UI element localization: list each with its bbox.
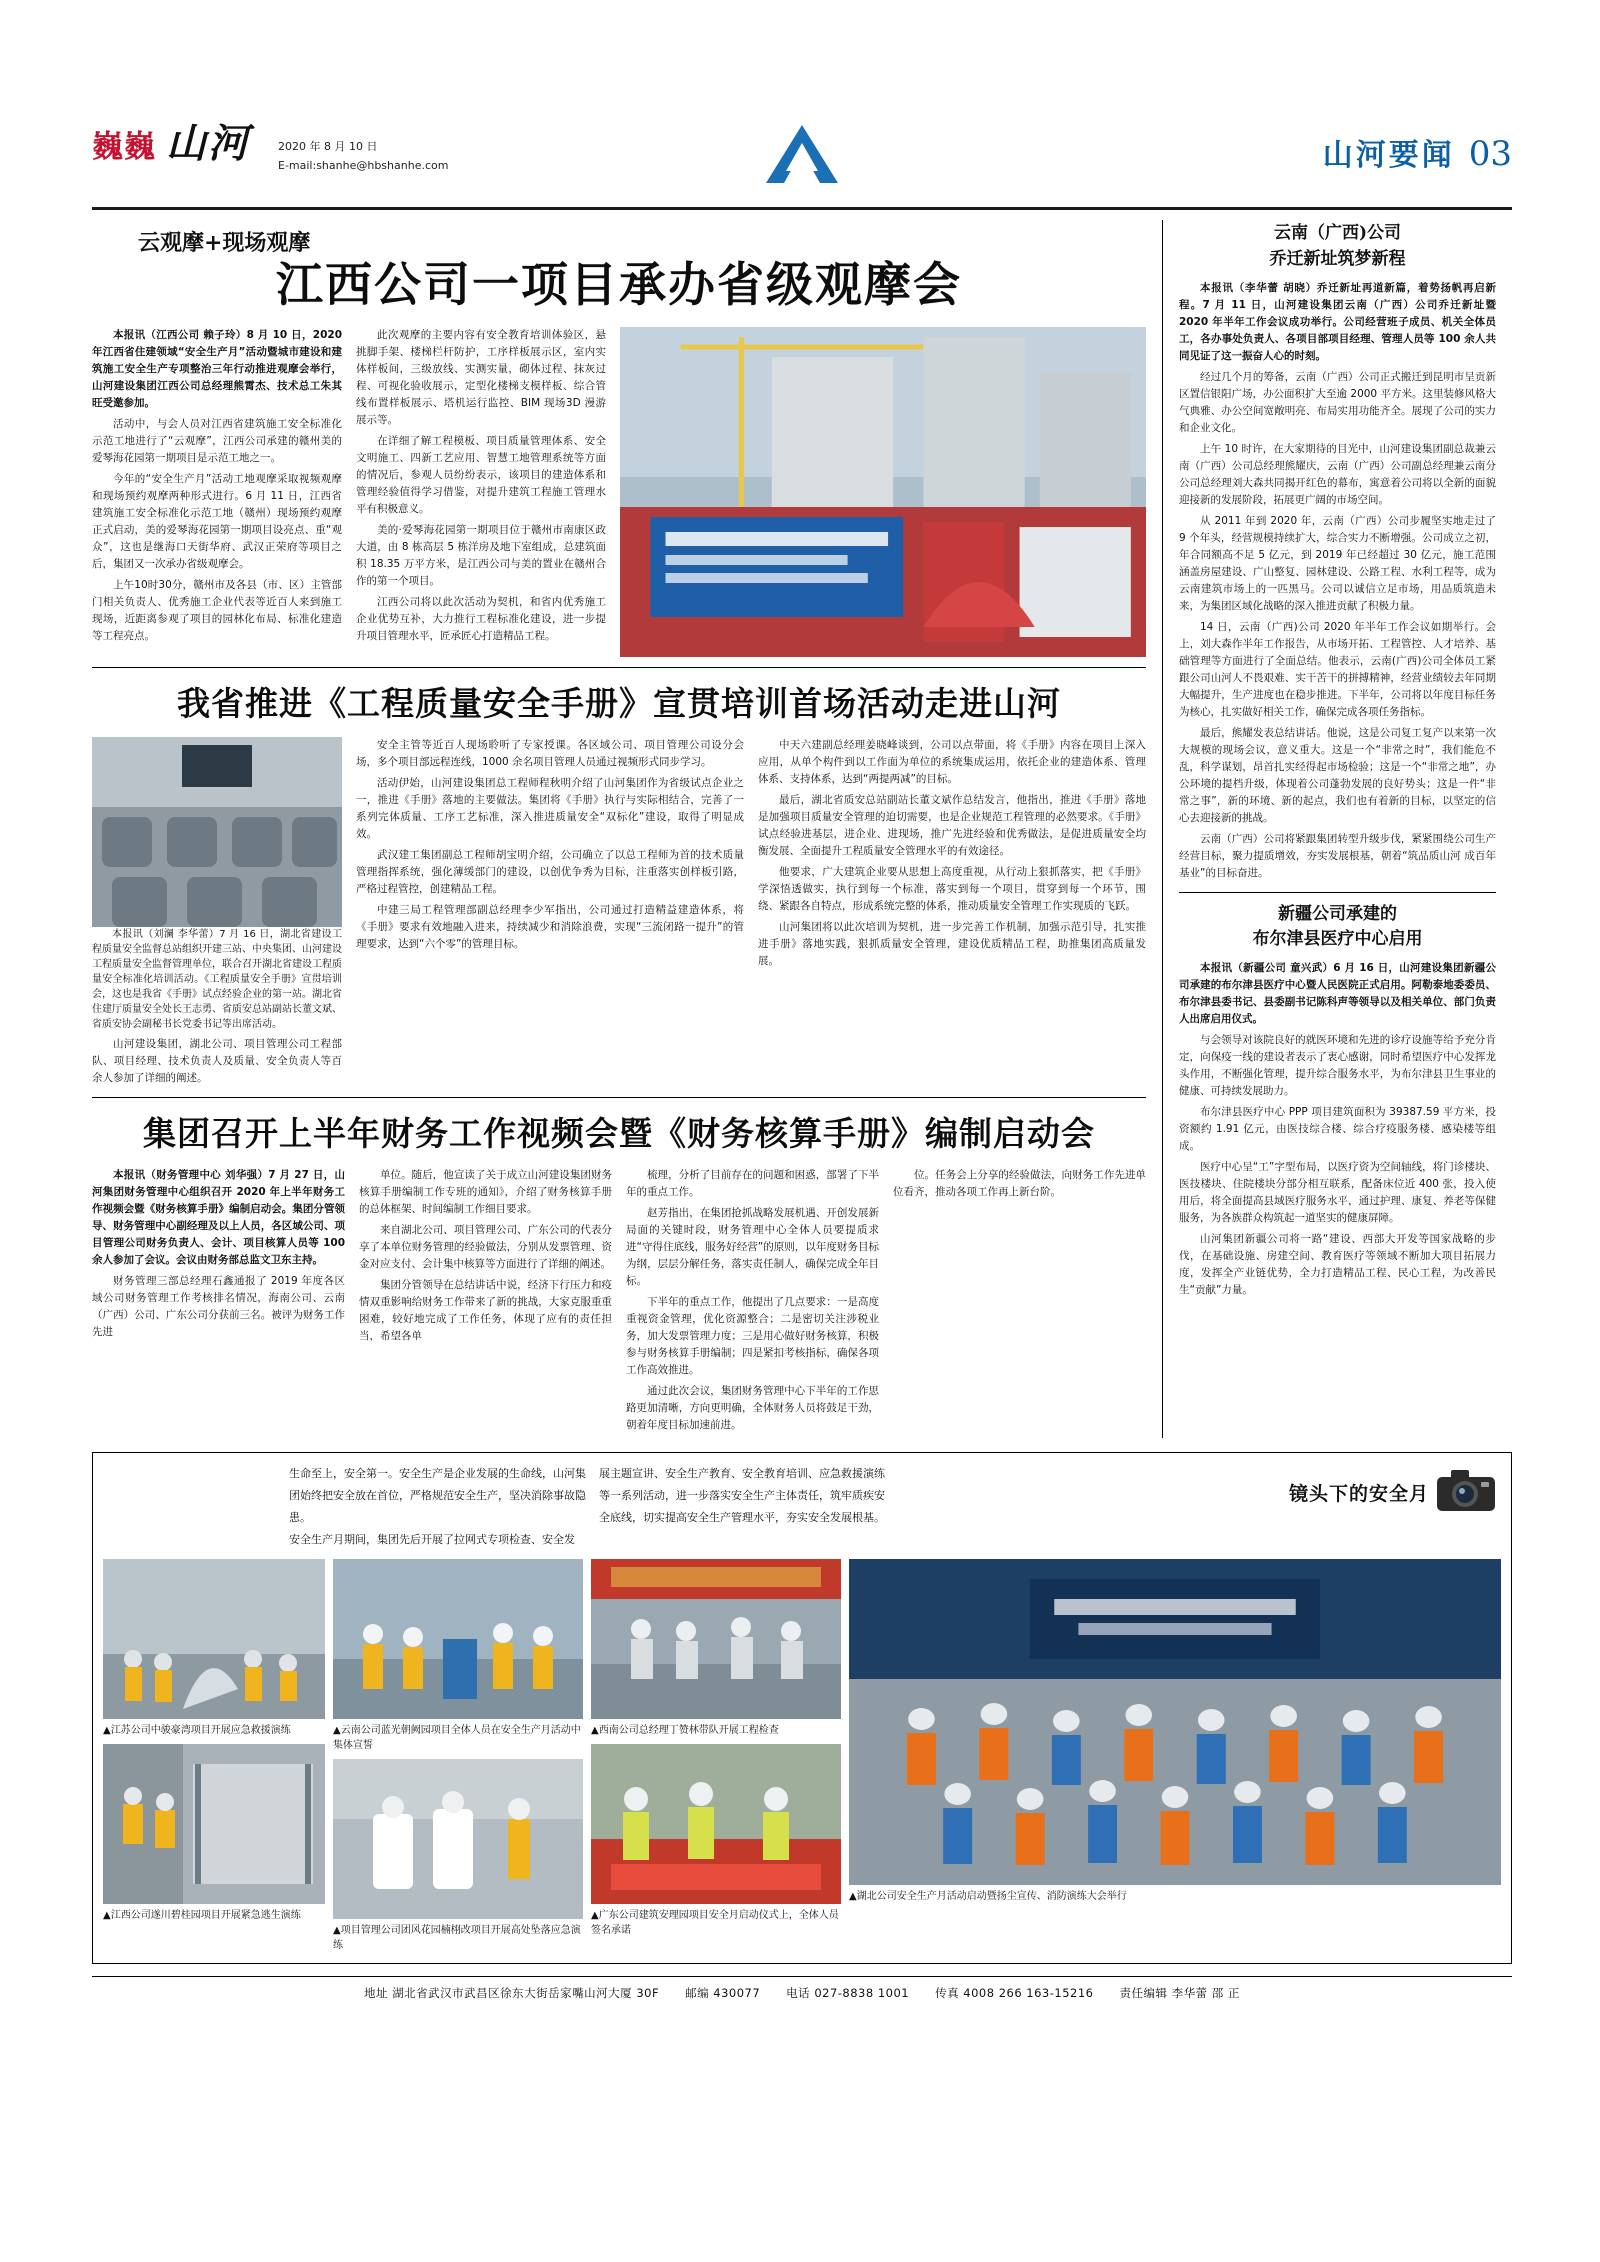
footer-fax: [935, 1985, 1093, 2001]
right-para: 云南（广西）公司将紧跟集团转型升级步伐，紧紧围绕公司生产经营目标，聚力提质增效，夯实发展根基，朝着“筑品质山河 成百年基业”的目标奋进。: [1179, 832, 1496, 879]
right-para: 山河集团新疆公司将一路“建设、西部大开发等国家战略的步伐，在基础设施、房建空间、教育医疗等领域不断加大项目拓展力度，发挥全产业链优势，全力打造精品工程、民心工程，为改善民生“贡献”力量。: [1179, 1233, 1496, 1297]
feature-para: 安全生产月期间，集团先后开展了拉网式专项检查、安全发: [289, 1533, 575, 1547]
footer-zip: [685, 1985, 760, 2001]
footer-phone-value: 027-8838 1001: [814, 1986, 910, 2001]
article3-col-1: [92, 1167, 345, 1438]
lead-para: 活动中，与会人员对江西省建筑施工安全标准化示范工地进行了“云观摩”，江西公司承建的赣州美的爱琴海花园第一期项目是示范工地之一。: [92, 418, 342, 465]
lead-para: 在详细了解工程模板、项目质量管理体系、安全文明施工、四新工艺应用、智慧工地管理系统等方面的情况后，参观人员纷纷表示，该项目的建造体系和管理经验值得学习借鉴，对提升建筑工程施工管理水平有积极意义。: [356, 435, 606, 516]
footer-phone: [786, 1985, 909, 2001]
article-2: [92, 678, 1146, 1087]
feature-photo-grid: [103, 1559, 1501, 1953]
feature-para: 展主题宣讲、安全生产教育、安全教育培训、应急救援演练等一系列活动，进一步落实安全生产主体责任，筑牢质疾安全底线，切实提高安全生产管理水平，夯实安全发展根基。: [599, 1467, 885, 1525]
article2-photo-caption: 本报讯（刘澜 李华蕾）7 月 16 日，湖北省建设工程质量安全监督总站组织开建三站、中央集团、山河建设工程质量安全监督管理单位，联合召开湖北省建设工程质量安全标准化培训活动。《工程质量安全手册》宣贯培训会，这也是我省《手册》试点经验企业的第一站。湖北省住建厅质量安全处长王志勇、省质安总站副站长董文斌、省质安协会副秘书长党委书记等出席活动。: [92, 929, 342, 1031]
feature-col-d: [849, 1559, 1501, 1953]
masthead-section: [1323, 130, 1512, 174]
right-para: 医疗中心呈“工”字型布局，以医疗资为空间轴线，将门诊楼块、医技楼块、住院楼块分部分相互联系，配备床位近 400 张，投入使用后，将全面提高县域医疗服务水平，通过护理、康复、养老等保健服务，为各族群众构筑起一道坚实的健康屏障。: [1179, 1161, 1496, 1225]
article2-para: 中天六建副总经理姜晓峰谈到，公司以点带面，将《手册》内容在项目上深入应用，从单个构件到以工作面为单位的系统集成运用，依托企业的建造体系、管理体系、支持体系，达到“两提两减”的目标。: [758, 739, 1146, 786]
photo-hubei-rally: [849, 1559, 1501, 1885]
photo-caption: ▲项目管理公司团风花园楠栩改项目开展高处坠落应急演练: [333, 1925, 581, 1952]
footer-editor: [1119, 1985, 1239, 2001]
article2-col-1: [92, 737, 342, 1087]
left-zone: [92, 220, 1162, 1438]
right-article-2: [1179, 903, 1496, 1300]
body-area: [92, 220, 1512, 2001]
article3-para: 通过此次会议，集团财务管理中心下半年的工作思路更加清晰，方向更明确，全体财务人员将鼓足干劲，朝着年度目标加速前进。: [626, 1385, 879, 1432]
photo-xinan-inspect: [591, 1559, 841, 1719]
feature-text-col2: [599, 1463, 889, 1551]
photo-caption: ▲广东公司建筑安理园项目安全月启动仪式上，全体人员签名承诺: [591, 1910, 839, 1937]
footer-editor-label: 责任编辑: [1119, 1986, 1168, 2001]
lead-kicker: 云观摩+现场观摩: [138, 230, 311, 256]
article3-para: 下半年的重点工作，他提出了几点要求：一是高度重视资金管理，优化资源整合；二是密切关注涉税业务，加大发票管理力度；三是用心做好财务核算，积极参与财务核算手册编制；四是紧扣考核指标，确保各项工作高效推进。: [626, 1296, 879, 1377]
photo-caption: ▲西南公司总经理丁赞林带队开展工程检查: [591, 1725, 779, 1737]
photo-jiangxi-escape: [103, 1744, 325, 1904]
publication-email: E-mail:shanhe@hbshanhe.com: [278, 158, 449, 172]
article3-col-3: [626, 1167, 879, 1438]
article2-para: 山河建设集团，湖北公司、项目管理公司工程部队、项目经理、技术负责人及质量、安全负责人等百余人参加了详细的阐述。: [92, 1038, 342, 1085]
right-para: 经过几个月的筹备，云南（广西）公司正式搬迁到昆明市呈贡新区置信银阳广场，办公面积扩大至逾 2000 平方米。这里装修风格大气典雅、办公空间宽敞明亮、布局实用功能齐全。展现了公司的实力和企业文化。: [1179, 370, 1496, 434]
footer-address-value: 湖北省武汉市武昌区徐东大街岳家嘴山河大厦 30F: [392, 1986, 660, 2001]
page-number: 03: [1468, 134, 1512, 174]
article3-para: 来自湖北公司、项目管理公司、广东公司的代表分享了本单位财务管理的经验做法，分别从发票管理、资金对应支付、会计集中核算等方面进行了详细的阐述。: [359, 1224, 612, 1271]
feature-col-b: [333, 1559, 583, 1953]
article3-para: 单位。随后，他宣读了关于成立山河建设集团财务核算手册编制工作专班的通知》，介绍了财务核算手册的总体框架、时间编制工作细目要求。: [359, 1169, 612, 1216]
article3-para: 位。任务会上分享的经验做法，向财务工作先进单位看齐，推动各项工作再上新台阶。: [893, 1169, 1146, 1199]
article-3: [92, 1108, 1146, 1438]
article3-para: 财务管理三部总经理石鑫通报了 2019 年度各区域公司财务管理工作考核排名情况，海南公司、云南（广西）公司、广东公司分获前三名。被评为财务工作先进: [92, 1275, 345, 1339]
right-para: 上午 10 时许，在大家期待的目光中，山河建设集团副总裁兼云南（广西）公司总经理熊耀庆，云南（广西）公司副总经理兼云南分公司总经理刘大森共同揭开红色的幕布，寓意着公司将以全新的面貌迎接新的发展阶段，拓展更广阔的市场空间。: [1179, 442, 1496, 506]
footer-fax-value: 4008 266 163-15216: [963, 1986, 1094, 2001]
right-para: 与会领导对该院良好的就医环境和先进的诊疗设施等给予充分肯定，向保疫一线的建设者表示了衷心感谢，同时希望医疗中心发挥龙头作用，不断强化管理，提升综合服务水平，为布尔津县卫生事业的健康、可持续发展助力。: [1179, 1034, 1496, 1098]
right-article2-title-line2: 布尔津县医疗中心启用: [1252, 929, 1423, 950]
right-article1-title-line2: 乔迁新址筑梦新程: [1269, 248, 1406, 269]
footer-fax-label: 传真: [935, 1986, 960, 2001]
right-article1-title-line1: 云南（广西)公司: [1273, 223, 1402, 243]
lead-para: 美的·爱琴海花园第一期项目位于赣州市南康区政大道，由 8 栋高层 5 栋洋房及地下室组成，总建筑面积 18.35 万平方米，是江西公司与美的置业在赣州合作的第一个项目。: [356, 524, 606, 588]
right-article1-body: [1179, 280, 1496, 882]
feature-col-a: [103, 1559, 325, 1953]
lead-col-2: [356, 327, 606, 657]
photo-caption: ▲江苏公司中骏豪湾项目开展应急救援演练: [103, 1725, 291, 1737]
article2-headline: 我省推进《工程质量安全手册》宣贯培训首场活动走进山河: [177, 684, 1061, 724]
photo-gaochu-drill: [333, 1759, 583, 1919]
article3-para: 集团分管领导在总结讲话中说，经济下行压力和疫情双重影响给财务工作带来了新的挑战，大家克服重重困难，较好地完成了工作任务，体现了应有的责任担当，希望各单: [359, 1279, 612, 1343]
article2-col-2: [356, 737, 744, 1087]
divider: [92, 667, 1146, 668]
publication-date: 2020 年 8 月 10 日: [278, 140, 378, 153]
article2-photo: [92, 737, 342, 927]
feature-col-c: [591, 1559, 841, 1953]
masthead-logo: [92, 118, 448, 175]
footer-phone-label: 电话: [786, 1986, 811, 2001]
photo-caption: ▲云南公司蓝光朝阙园项目全体人员在安全生产月活动中集体宣誓: [333, 1725, 581, 1752]
photo-caption: ▲湖北公司安全生产月活动启动暨扬尘宣传、消防演练大会举行: [849, 1891, 1127, 1903]
masthead: [92, 118, 1512, 210]
lead-para: 上午10时30分，赣州市及各县（市、区）主管部门相关负责人、优秀施工企业代表等近百人来到施工现场，近距离参观了项目的园林化布局、标准化建造等工程亮点。: [92, 579, 342, 643]
lead-para: 本报讯（江西公司 赖子玲）8 月 10 日，2020 年江西省住建领域“安全生产月”活动暨城市建设和建筑施工安全生产专项整治三年行动推进观摩会举行，山河建设集团江西公司总经理熊霄杰、技术总工朱其旺受邀参加。: [92, 329, 342, 410]
divider: [92, 1097, 1146, 1098]
article2-col-3: [758, 737, 1146, 1087]
right-para: 本报讯（李华蕾 胡晓）乔迁新址再道新篇，着势扬帆再启新程。7 月 11 日，山河建设集团云南（广西）公司乔迁新址暨 2020 年半年工作会议成功举行。公司经营班子成员、机关全体员工，各办事处负责人、各项目部项目经理、管理人员等 100 余人共同见证了这一振奋人心的时刻。: [1179, 281, 1496, 362]
article3-col-2: [359, 1167, 612, 1438]
lead-para: 此次观摩的主要内容有安全教育培训体验区，悬挑脚手架、楼梯栏杆防护，工序样板展示区，室内实体样板间，三级放线、实测实量，砌体过程、抹灰过程、可视化验收展示，定型化楼梯支模样板、综合管线布置样板展示、塔机运行监控、BIM 现场3D 漫游展示等。: [356, 329, 606, 427]
lead-col-1: [92, 327, 342, 657]
article2-para: 安全主管等近百人现场聆听了专家授课。各区域公司、项目管理公司设分会场，多个项目部远程连线，1000 余名项目管理人员通过视频形式同步学习。: [356, 739, 744, 769]
photo-guangdong-sign: [591, 1744, 841, 1904]
article3-col-4: [893, 1167, 1146, 1438]
right-para: 最后，熊耀发表总结讲话。他说，这是公司复工复产以来第一次大规模的现场会议，意义重大。这是一个“非常之时”，我们能危不乱，科学谋划，昂首扎实经得起市场检验；这是一个“非常之地”，办公环境的提档升级，体现着公司蓬勃发展的良好势头；这是一件“非常之事”，新的环境、新的起点，我们也有着新的目标，以坚定的信心去迎接新的挑战。: [1179, 726, 1496, 824]
footer-address-label: 地址: [364, 1986, 389, 2001]
photo-yunnan-oath: [333, 1559, 583, 1719]
divider: [1179, 892, 1496, 893]
section-title: 山河要闻: [1322, 138, 1455, 173]
feature-badge: [1289, 1467, 1497, 1517]
article2-para: 他要求，广大建筑企业要从思想上高度重视，从行动上狠抓落实，把《手册》学深悟透做实，执行到每一个标准，落实到每一个项目，贯穿到每一个环节，围绕、紧跟各自特点，形成系统完整的体系，推动质量安全管理工作实现质的飞跃。: [758, 866, 1146, 913]
feature-para: 生命至上，安全第一。安全生产是企业发展的生命线，山河集团始终把安全放在首位，严格规范安全生产，坚决消除事故隐患。: [289, 1467, 586, 1525]
logo-red-text: 巍巍: [92, 129, 156, 165]
right-zone: [1162, 220, 1496, 1438]
logo-black-text: 山河: [166, 120, 250, 167]
right-para: 本报讯（新疆公司 童兴武）6 月 16 日，山河建设集团新疆公司承建的布尔津县医疗中心暨人民医院正式启用。阿勒泰地委委员、布尔津县委书记、县委副书记陈科声等领导以及相关单位、部门负责人出席启用仪式。: [1179, 962, 1496, 1026]
lead-photo: [620, 327, 1146, 657]
feature-text-col1: [289, 1463, 589, 1551]
right-para: 从 2011 年到 2020 年，云南（广西）公司步履坚实地走过了 9 个年头，经营规模持续扩大，综合实力不断增强。公司成立之初，年合同额高不足 5 亿元，到 2019 年已经超过 30 亿元，施工范围涵盖房屋建设、广山整复、园林建设、公路工程、水利工程等，成为云南建筑市场上的一匹黑马。公司以诚信立足市场，用品质筑造未来，为集团区域化战略的深入推进贡献了积极力量。: [1179, 514, 1496, 612]
article3-para: 梳理，分析了目前存在的问题和困惑，部署了下半年的重点工作。: [626, 1169, 879, 1199]
article2-para: 中建三局工程管理部副总经理李少军指出，公司通过打造精益建造体系，将《手册》要求有效地融入进来，持续减少和消除浪费，实现“三流闭路一提升”的管理要求，达到“六个零”的管理目标。: [356, 904, 744, 951]
right-article2-body: [1179, 960, 1496, 1299]
article3-para: 赵芳指出，在集团抢抓战略发展机遇、开创发展新局面的关键时段，财务管理中心全体人员要提质求进“守得住底线，服务好经营”的原则，以年度财务目标为纲，层层分解任务，落实责任制人，确保完成全年目标。: [626, 1207, 879, 1288]
camera-icon: [1435, 1467, 1497, 1517]
article3-para: 本报讯（财务管理中心 刘华强）7 月 27 日，山河集团财务管理中心组织召开 2020 年上半年财务工作视频会暨《财务核算手册》编制启动会。集团分管领导、财务管理中心副经理及以上人员，各区域公司、项目管理公司财务负责人、会计、项目核算人员等 100 余人参加了会议。会议由财务部总监文卫东主持。: [92, 1169, 345, 1267]
page-footer: [92, 1976, 1512, 2001]
article2-para: 山河集团将以此次培训为契机，进一步完善工作机制，加强示范引导，扎实推进手册》落地实践，狠抓质量安全管理，建设优质精品工程，助推集团高质量发展。: [758, 921, 1146, 968]
article2-para: 武汉建工集团副总工程师胡宝明介绍，公司确立了以总工程师为首的技术质量管理指挥系统，强化薄缓部门的建设，以创优争秀为目标，注重落实创样板引路，严格过程管控，创建精品工程。: [356, 849, 744, 896]
photo-caption: ▲江西公司遂川碧桂园项目开展紧急逃生演练: [103, 1910, 301, 1922]
right-article-1: [1179, 222, 1496, 882]
page-sheet: [92, 118, 1512, 2158]
footer-zip-label: 邮编: [685, 1986, 710, 2001]
lead-para: 江西公司将以此次活动为契机，和省内优秀施工企业优势互补，大力推行工程标准化建设，进一步提升项目管理水平，匠承匠心打造精品工程。: [356, 596, 606, 643]
right-article2-title-line1: 新疆公司承建的: [1278, 903, 1397, 924]
company-logo-icon: [759, 118, 845, 190]
footer-zip-value: 430077: [713, 1986, 761, 2001]
lead-article: [92, 226, 1146, 657]
footer-editor-value: 李华蕾 邵 正: [1171, 1986, 1240, 2001]
feature-badge-label: 镜头下的安全月: [1288, 1482, 1429, 1505]
article2-para: 活动伊始，山河建设集团总工程师程秋明介绍了山河集团作为省级试点企业之一，推进《手册》落地的主要做法。集团将《手册》执行与实际相结合，完善了一系列完体质量、工序工艺标准，深入推进质量安全“双标化”建设，取得了明显成效。: [356, 777, 744, 841]
right-para: 14 日，云南（广西)公司 2020 年半年工作会议如期举行。会上，刘大森作半年工作报告，从市场开拓、工程管控、人才培养、基础管理等方面进行了全面总结。他表示，云南(广西)公司全体员工紧跟公司山河人不畏艰难、实干苦干的拼搏精神，经营业绩较去年同期大幅提升，生产进度也在稳步推进。下半年，公司将以年度目标任务为核心，扎实做好相关工作，确保完成各项任务指标。: [1179, 620, 1496, 718]
safety-month-feature: [92, 1452, 1512, 1964]
lead-photo-col: [620, 327, 1146, 657]
right-para: 布尔津县医疗中心 PPP 项目建筑面积为 39387.59 平方米，投资额约 1.91 亿元，由医技综合楼、综合疗疫服务楼、感染楼等组成。: [1179, 1106, 1496, 1153]
masthead-meta: [278, 124, 448, 175]
article2-para: 最后，湖北省质安总站副站长董文斌作总结发言，他指出，推进《手册》落地是加强项目质量安全管理的迫切需要，也是企业规范工程管理的必然要求。《手册》试点经验进基层，进企业、进现场，推广先进经验和优秀做法，是促进质量安全均衡发展、全面提升工程质量安全管理水平的有效途径。: [758, 794, 1146, 858]
lead-para: 今年的“安全生产月”活动工地观摩采取视频观摩和现场预约观摩两种形式进行。6 月 11 日，江西省建筑施工安全标准化示范工地（赣州）现场预约观摩正式启动，美的爱琴海花园第一期项目设亮点、重“观众”，这也是继海口天街华府、武汉正荣府等项目之后，集团又一次承办省级观摩会。: [92, 473, 342, 571]
article3-headline: 集团召开上半年财务工作视频会暨《财务核算手册》编制启动会: [143, 1114, 1095, 1154]
photo-jiangsu-drill: [103, 1559, 325, 1719]
footer-address: [364, 1985, 659, 2001]
main-columns: [92, 220, 1512, 1438]
lead-headline: 江西公司一项目承办省级观摩会: [276, 258, 962, 313]
